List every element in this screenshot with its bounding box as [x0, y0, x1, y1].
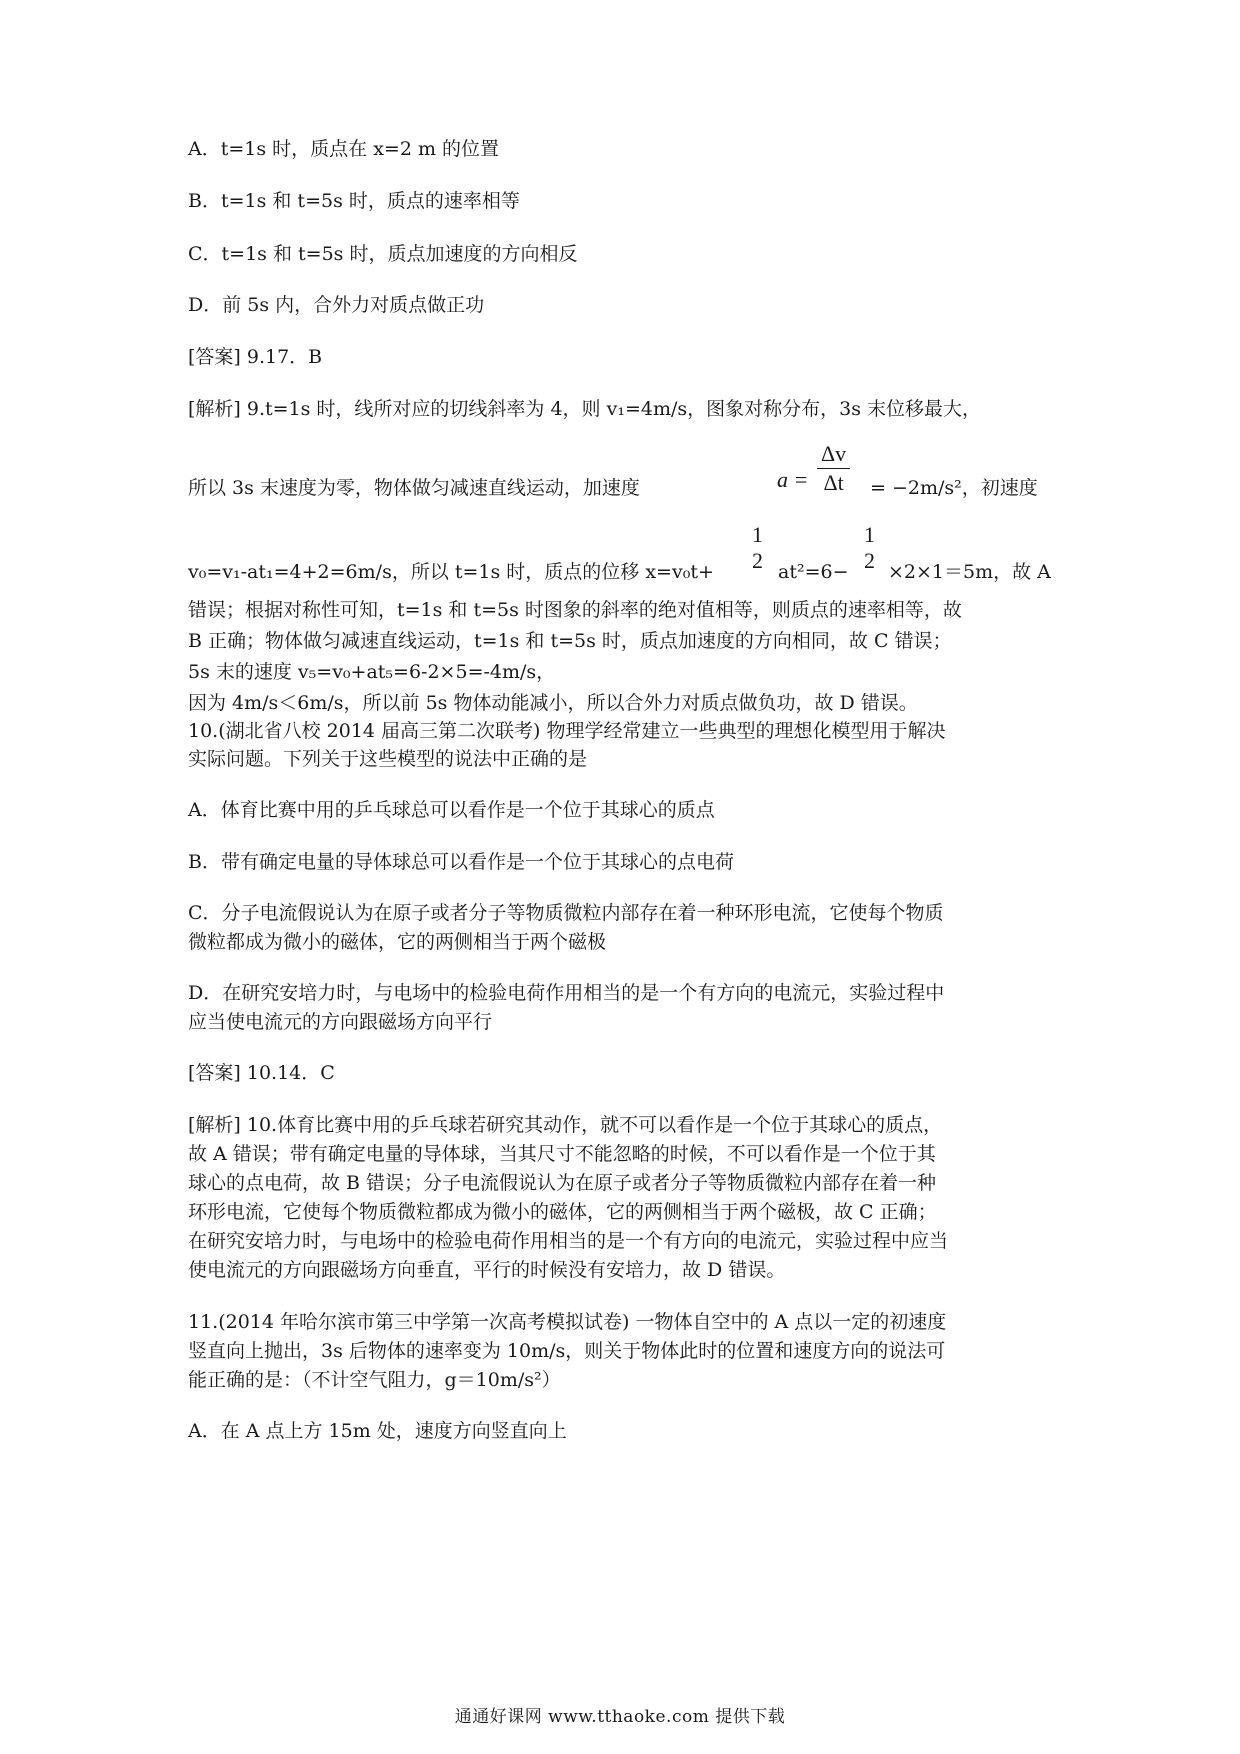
q10-option-d-line-2: 应当使电流元的方向跟磁场方向平行	[188, 1011, 493, 1033]
fraction-denominator: Δt	[823, 470, 844, 495]
q9-analysis-line-6: 5s 末的速度 v₅=v₀+at₅=6-2×5=-4m/s，	[188, 661, 556, 683]
q10-analysis-line-3: 球心的点电荷，故 B 错误；分子电流假说认为在原子或者分子等物质微粒内部存在着一种	[188, 1172, 937, 1194]
fraction-numerator: Δv	[817, 440, 850, 469]
q11-option-a: A．在 A 点上方 15m 处，速度方向竖直向上	[188, 1420, 567, 1442]
half-fraction-2	[864, 523, 875, 574]
q10-stem-line-2: 实际问题。下列关于这些模型的说法中正确的是	[188, 748, 588, 770]
q10-stem-line-1: 10.(湖北省八校 2014 届高三第二次联考) 物理学经常建立一些典型的理想化模型用于解决	[188, 720, 946, 742]
q9-option-b: B．t=1s 和 t=5s 时，质点的速率相等	[188, 190, 520, 212]
q10-answer: [答案] 10.14．C	[188, 1062, 335, 1084]
q9-analysis-line-4: 错误；根据对称性可知，t=1s 和 t=5s 时图象的斜率的绝对值相等，则质点的速率相等，故	[188, 599, 962, 621]
half-fraction-1	[752, 523, 763, 574]
page-footer: 通通好课网 www.tthaoke.com 提供下载	[454, 1707, 786, 1727]
q9-analysis-line-2b: = −2m/s²，初速度	[870, 477, 1038, 499]
q10-option-a: A．体育比赛中用的乒乓球总可以看作是一个位于其球心的质点	[188, 799, 715, 821]
q9-analysis-line-3b: at²=6−	[778, 561, 849, 583]
q9-option-d: D．前 5s 内，合外力对质点做正功	[188, 294, 485, 316]
half-numerator: 1	[752, 522, 763, 547]
q9-analysis-line-3c: ×2×1＝5m，故 A	[888, 561, 1051, 583]
q9-answer: [答案] 9.17．B	[188, 346, 323, 368]
q10-option-c-line-2: 微粒都成为微小的磁体，它的两侧相当于两个磁极	[188, 931, 607, 953]
q10-option-b: B．带有确定电量的导体球总可以看作是一个位于其球心的点电荷	[188, 851, 734, 873]
q10-option-c-line-1: C．分子电流假说认为在原子或者分子等物质微粒内部存在着一种环形电流，它使每个物质	[188, 902, 944, 924]
q9-analysis-line-3a: v₀=v₁-at₁=4+2=6m/s，所以 t=1s 时，质点的位移 x=v₀t+	[188, 561, 714, 583]
q10-analysis-line-6: 使电流元的方向跟磁场方向垂直，平行的时候没有安培力，故 D 错误。	[188, 1259, 786, 1281]
q11-stem-line-3: 能正确的是：（不计空气阻力，g＝10m/s²）	[188, 1369, 561, 1391]
q9-analysis-line-7: 因为 4m/s＜6m/s，所以前 5s 物体动能减小，所以合外力对质点做负功，故 D 错误。	[188, 692, 918, 714]
accel-symbol: a =	[777, 467, 809, 492]
q9-analysis-line-2a: 所以 3s 末速度为零，物体做匀减速直线运动，加速度	[188, 477, 640, 499]
q10-analysis-line-1: [解析] 10.体育比赛中用的乒乓球若研究其动作，就不可以看作是一个位于其球心的质点，	[188, 1114, 943, 1136]
half-denominator: 2	[752, 548, 763, 573]
q9-analysis-line-5: B 正确；物体做匀减速直线运动，t=1s 和 t=5s 时，质点加速度的方向相同，故 C 错误；	[188, 630, 952, 652]
q11-stem-line-1: 11.(2014 年哈尔滨市第三中学第一次高考模拟试卷) 一物体自空中的 A 点以一定的初速度	[188, 1311, 947, 1333]
q9-option-a: A．t=1s 时，质点在 x=2 m 的位置	[188, 138, 500, 160]
half-denominator: 2	[864, 548, 875, 573]
q10-analysis-line-5: 在研究安培力时，与电场中的检验电荷作用相当的是一个有方向的电流元，实验过程中应当	[188, 1230, 949, 1252]
q11-stem-line-2: 竖直向上抛出，3s 后物体的速率变为 10m/s，则关于物体此时的位置和速度方向的说法可	[188, 1340, 946, 1362]
q9-analysis-line-1: [解析] 9.t=1s 时，线所对应的切线斜率为 4，则 v₁=4m/s，图象对称分布，3s 末位移最大，	[188, 398, 982, 420]
accel-fraction	[817, 440, 850, 497]
q10-option-d-line-1: D．在研究安培力时，与电场中的检验电荷作用相当的是一个有方向的电流元，实验过程中	[188, 982, 945, 1004]
q9-option-c: C．t=1s 和 t=5s 时，质点加速度的方向相反	[188, 243, 578, 265]
half-numerator: 1	[864, 522, 875, 547]
q10-analysis-line-2: 故 A 错误；带有确定电量的导体球，当其尺寸不能忽略的时候，不可以看作是一个位于其	[188, 1143, 936, 1165]
q10-analysis-line-4: 环形电流，它使每个物质微粒都成为微小的磁体，它的两侧相当于两个磁极，故 C 正确；	[188, 1201, 937, 1223]
